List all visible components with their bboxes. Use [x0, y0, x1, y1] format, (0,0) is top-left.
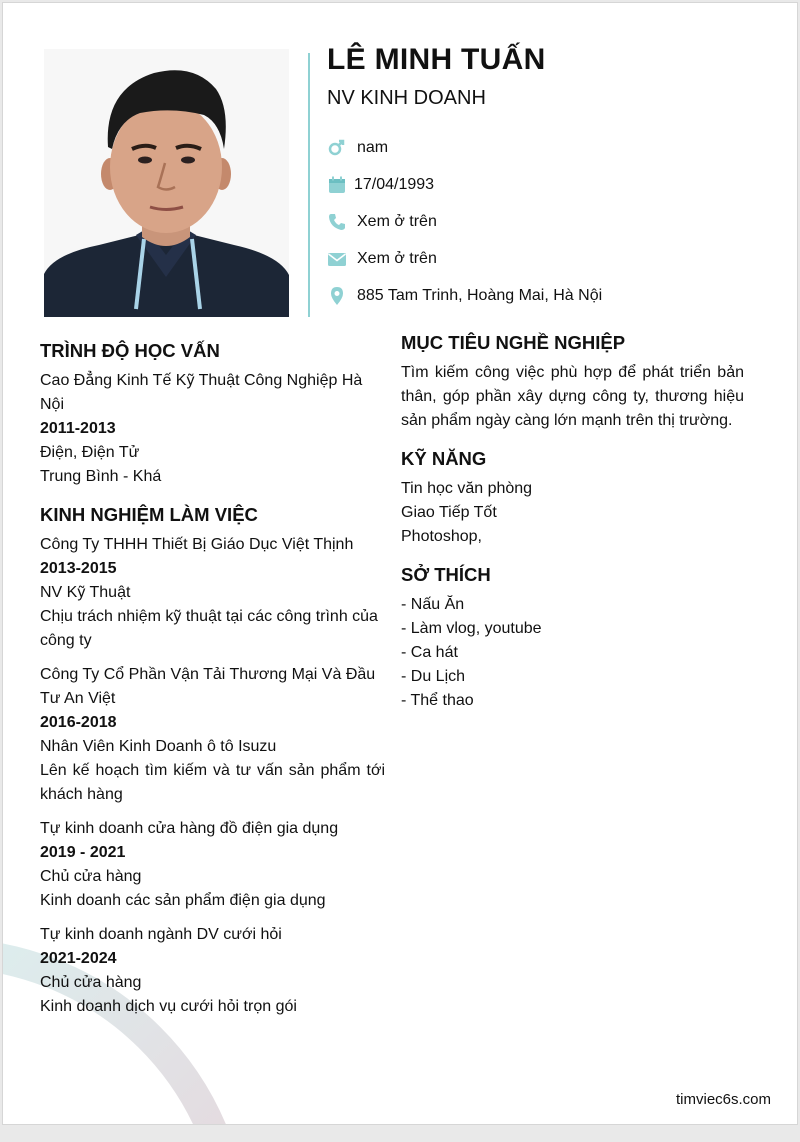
birthdate-value: 17/04/1993 — [354, 176, 435, 193]
hobby-item: - Du Lịch — [401, 668, 466, 685]
objective-heading: MỤC TIÊU NGHỀ NGHIỆP — [401, 332, 626, 353]
experience-item — [40, 817, 385, 913]
phone-icon — [327, 212, 347, 232]
experience-company: Công Ty Cổ Phần Vận Tải Thương Mại Và Đầu Tư An Việt — [40, 666, 376, 707]
experience-years: 2019 - 2021 — [40, 844, 126, 861]
footer-site: timviec6s.com — [676, 1091, 772, 1108]
header-divider — [308, 53, 310, 317]
email-value: Xem ở trên — [357, 250, 437, 267]
experience-company: Công Ty THHH Thiết Bị Giáo Dục Việt Thịnh — [40, 536, 354, 553]
education-heading: TRÌNH ĐỘ HỌC VẤN — [40, 340, 220, 361]
skill-item: Photoshop, — [401, 528, 482, 545]
education-major: Điện, Điện Tử — [40, 444, 140, 461]
birthdate-row — [327, 174, 434, 196]
objective-section — [401, 331, 744, 433]
left-column — [40, 339, 385, 1033]
experience-heading: KINH NGHIỆM LÀM VIỆC — [40, 504, 258, 525]
address-value: 885 Tam Trinh, Hoàng Mai, Hà Nội — [357, 287, 603, 304]
mail-icon — [327, 249, 347, 269]
experience-title: Chủ cửa hàng — [40, 868, 142, 885]
experience-description: Lên kế hoạch tìm kiếm và tư vấn sản phẩm tới khách hàng — [40, 762, 385, 803]
experience-description: Kinh doanh các sản phẩm điện gia dụng — [40, 892, 326, 909]
education-section — [40, 339, 385, 489]
gender-row — [327, 137, 388, 159]
hobby-item: - Làm vlog, youtube — [401, 620, 542, 637]
experience-section — [40, 503, 385, 1019]
hobby-item: - Nấu Ăn — [401, 596, 465, 613]
profile-photo — [44, 49, 289, 317]
phone-value: Xem ở trên — [357, 213, 437, 230]
cv-page — [2, 2, 798, 1125]
location-pin-icon — [327, 286, 347, 306]
calendar-icon — [327, 175, 347, 195]
education-school: Cao Đẳng Kinh Tế Kỹ Thuật Công Nghiệp Hà Nội — [40, 372, 363, 413]
experience-years: 2016-2018 — [40, 714, 117, 731]
experience-years: 2013-2015 — [40, 560, 117, 577]
hobby-item: - Ca hát — [401, 644, 458, 661]
experience-description: Kinh doanh dịch vụ cưới hỏi trọn gói — [40, 998, 297, 1015]
address-row — [327, 285, 602, 307]
skills-section — [401, 447, 744, 549]
right-column — [401, 331, 744, 727]
skills-heading: KỸ NĂNG — [401, 448, 487, 469]
skill-item: Giao Tiếp Tốt — [401, 504, 497, 521]
hobbies-section — [401, 563, 744, 713]
education-grade: Trung Bình - Khá — [40, 468, 162, 485]
phone-row — [327, 211, 437, 233]
experience-title: NV Kỹ Thuật — [40, 584, 131, 601]
experience-title: Chủ cửa hàng — [40, 974, 142, 991]
candidate-position: NV KINH DOANH — [327, 87, 486, 109]
skill-item: Tin học văn phòng — [401, 480, 533, 497]
email-row — [327, 248, 437, 270]
hobby-item: - Thể thao — [401, 692, 474, 709]
experience-company: Tự kinh doanh ngành DV cưới hỏi — [40, 926, 282, 943]
experience-item — [40, 533, 385, 653]
experience-description: Chịu trách nhiệm kỹ thuật tại các công trình của công ty — [40, 608, 378, 649]
hobbies-heading: SỞ THÍCH — [401, 564, 491, 585]
candidate-name: LÊ MINH TUẤN — [327, 43, 546, 76]
experience-item — [40, 663, 385, 807]
experience-item — [40, 923, 385, 1019]
gender-icon — [327, 138, 347, 158]
gender-value: nam — [357, 139, 389, 156]
experience-company: Tự kinh doanh cửa hàng đồ điện gia dụng — [40, 820, 339, 837]
experience-title: Nhân Viên Kinh Doanh ô tô Isuzu — [40, 738, 277, 755]
objective-text: Tìm kiếm công việc phù hợp để phát triển bản thân, góp phần xây dựng công ty, thương hiệu sản phẩm ngày càng lớn mạnh trên thị trường. — [401, 364, 744, 429]
education-years: 2011-2013 — [40, 420, 116, 437]
experience-years: 2021-2024 — [40, 950, 117, 967]
